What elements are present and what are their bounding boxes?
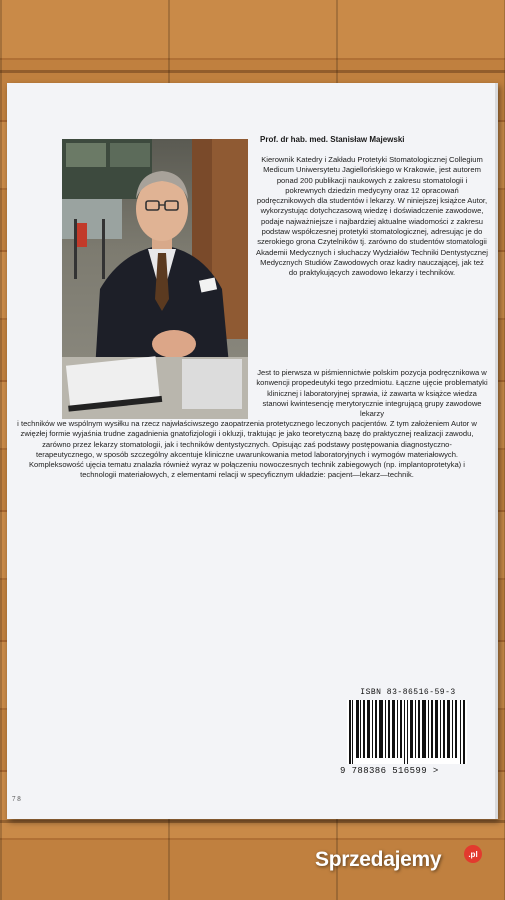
- barcode-image: [347, 700, 467, 764]
- watermark-pl-badge: .pl: [464, 845, 482, 863]
- book-back-cover: [7, 83, 498, 819]
- author-heading: Prof. dr hab. med. Stanisław Majewski: [260, 135, 405, 144]
- author-portrait-illustration: [62, 139, 248, 419]
- author-photo: [62, 139, 248, 419]
- barcode-digits: 9 788386 516599 >: [340, 766, 439, 776]
- description-text-wide: i techników we wspólnym wysiłku na rzecz najwłaściwszego zaopatrzenia protetycznego leczonych pacjentów. Z tym założeniem Autor w zwięzłej formie wyjaśnia trudne zagadnienia gnatofizjologii i okluzji, traktując je jako teoretyczną bazę do praktycznej realizacji zawodu, zarówno przez lekarzy stomatologii, jak i techników dentystycznych. Opisując zaś podstawy postępowania diagnostyczno-terapeutycznego, w sposób szczególny akcentuje kliniczne uwarunkowania metod laboratoryjnych i wymogów materiałowych. Kompleksowość ujęcia tematu znalazła również wyraz w połączeniu nowoczesnych technik zabiegowych (np. implantoprotetyka) i technologii materiałowych, z elementami relacji w specyficznym układzie: pacjent—lekarz—technik.: [17, 419, 477, 480]
- description-text-narrow: Jest to pierwsza w piśmiennictwie polskim pozycja podręcznikowa w konwencji propedeutyki tego przedmiotu. Łączne ujęcie problematyki klinicznej i laboratoryjnej sprawia, iż zawarta w książce wiedza stanowi kwintesencję merytorycznie integrującą grupy zawodowe lekarzy: [256, 368, 488, 419]
- author-bio-text: Kierownik Katedry i Zakładu Protetyki Stomatologicznej Collegium Medicum Uniwersytetu Jagiellońskiego w Krakowie, jest autorem ponad 200 publikacji naukowych z zakresu stomatologii i pokrewnych dziedzin medycyny oraz 12 opracowań podręcznikowych dla studentów i lekarzy. W niniejszej książce Autor, wykorzystując dotychczasową wiedzę i doświadczenie zawodowe, podaje najważniejsze i najbardziej aktualne wiadomości z zakresu podstaw współczesnej protetyki stomatologicznej, adresując je do szerokiego grona Czytelników tj. zarówno do studentów stomatologii Akademii Medycznych i słuchaczy Wydziałów Techniki Dentystycznej Medycznych Studiów Zawodowych oraz kadry nauczającej, jak też do praktykujących zawodowo lekarzy i techników.: [256, 155, 488, 278]
- sprzedajemy-watermark-logo: Sprzedajemy: [315, 848, 442, 871]
- isbn-label: ISBN 83-86516-59-3: [360, 688, 456, 697]
- corner-mark: 7 8: [12, 795, 21, 803]
